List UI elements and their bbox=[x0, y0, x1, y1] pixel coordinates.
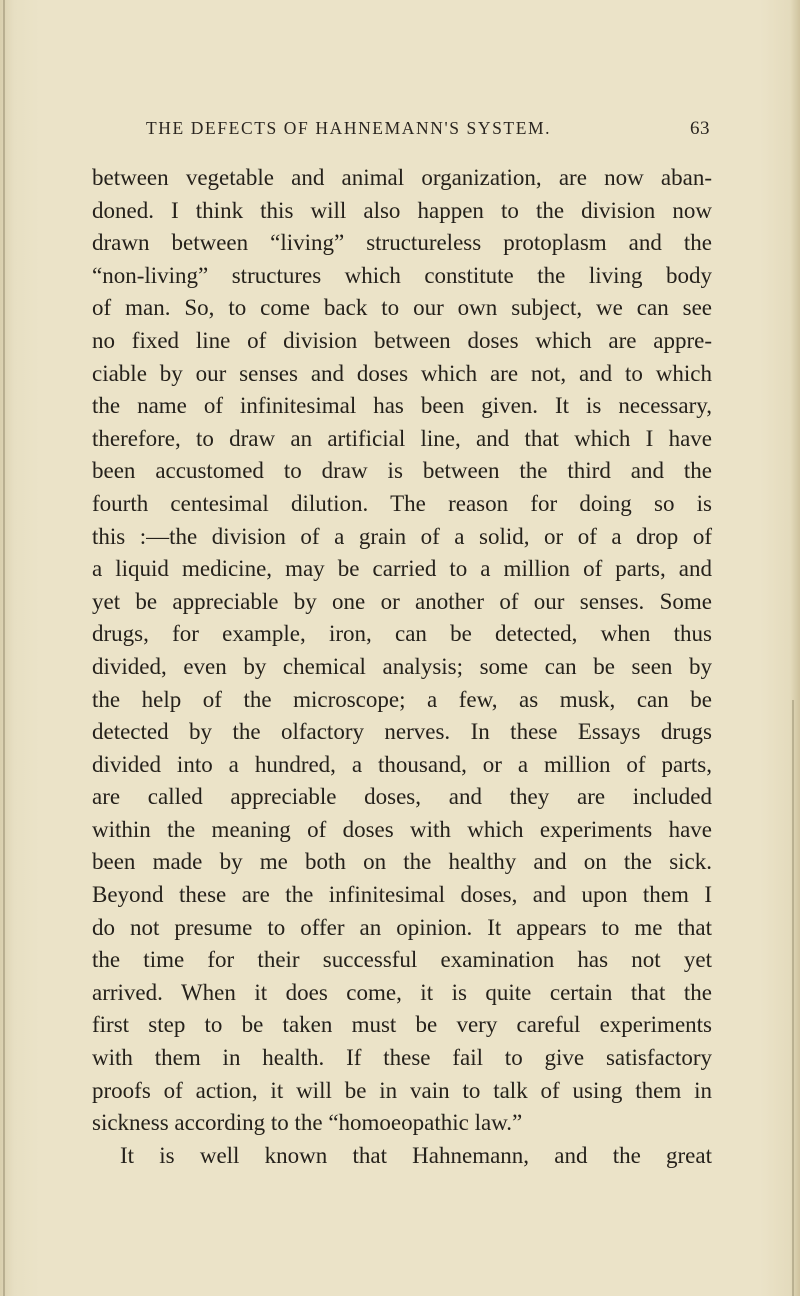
text-line: “non-living” structures which constitute the living body bbox=[92, 262, 712, 288]
text-line: been made by me both on the healthy and on the sick. bbox=[92, 849, 712, 875]
text-line: of man. So, to come back to our own subject, we can see bbox=[92, 295, 712, 321]
text-line: a liquid medicine, may be carried to a million of parts, and bbox=[92, 556, 712, 582]
text-line: therefore, to draw an artificial line, and that which I have bbox=[92, 425, 712, 451]
text-line: drawn between “living” structureless protoplasm and the bbox=[92, 230, 712, 256]
text-line: ciable by our senses and doses which are not, and to which bbox=[92, 360, 712, 386]
text-line: do not presume to offer an opinion. It appears to me that bbox=[92, 914, 712, 940]
text-line: first step to be taken must be very careful experiments bbox=[92, 1012, 712, 1038]
page-gutter-edge bbox=[3, 0, 5, 1296]
text-line: between vegetable and animal organization, are now aban- bbox=[92, 165, 712, 190]
text-line: It is well known that Hahnemann, and the great bbox=[120, 1142, 712, 1168]
text-line: divided into a hundred, a thousand, or a million of parts, bbox=[92, 751, 712, 777]
running-header bbox=[96, 118, 710, 148]
text-line: within the meaning of doses with which experiments have bbox=[92, 816, 712, 842]
text-line: divided, even by chemical analysis; some can be seen by bbox=[92, 653, 712, 679]
text-line: yet be appreciable by one or another of our senses. Some bbox=[92, 588, 712, 614]
text-line: the time for their successful examination has not yet bbox=[92, 947, 712, 973]
body-text bbox=[92, 162, 712, 1172]
page-number: 63 bbox=[690, 118, 710, 139]
text-line: are called appreciable doses, and they are included bbox=[92, 784, 712, 810]
text-line: the help of the microscope; a few, as musk, can be bbox=[92, 686, 712, 712]
text-line: arrived. When it does come, it is quite certain that the bbox=[92, 979, 712, 1005]
running-title: THE DEFECTS OF HAHNEMANN'S SYSTEM. bbox=[146, 118, 552, 138]
text-line: this :—the division of a grain of a solid, or of a drop of bbox=[92, 523, 712, 549]
text-line: the name of infinitesimal has been given. It is necessary, bbox=[92, 393, 712, 419]
text-line: no fixed line of division between doses which are appre- bbox=[92, 327, 712, 353]
paragraph-end-line: sickness according to the “homoeopathic law.” bbox=[92, 1110, 523, 1136]
text-line: detected by the olfactory nerves. In these Essays drugs bbox=[92, 719, 712, 745]
text-line: drugs, for example, iron, can be detected, when thus bbox=[92, 621, 712, 647]
text-line: Beyond these are the infinitesimal doses, and upon them I bbox=[92, 882, 712, 908]
page-outer-edge bbox=[792, 700, 794, 1296]
text-line: fourth centesimal dilution. The reason for doing so is bbox=[92, 490, 712, 516]
text-line: with them in health. If these fail to give satisfactory bbox=[92, 1045, 712, 1071]
text-line: proofs of action, it will be in vain to talk of using them in bbox=[92, 1077, 712, 1103]
text-line: doned. I think this will also happen to the division now bbox=[92, 197, 712, 223]
text-line: been accustomed to draw is between the third and the bbox=[92, 458, 712, 484]
